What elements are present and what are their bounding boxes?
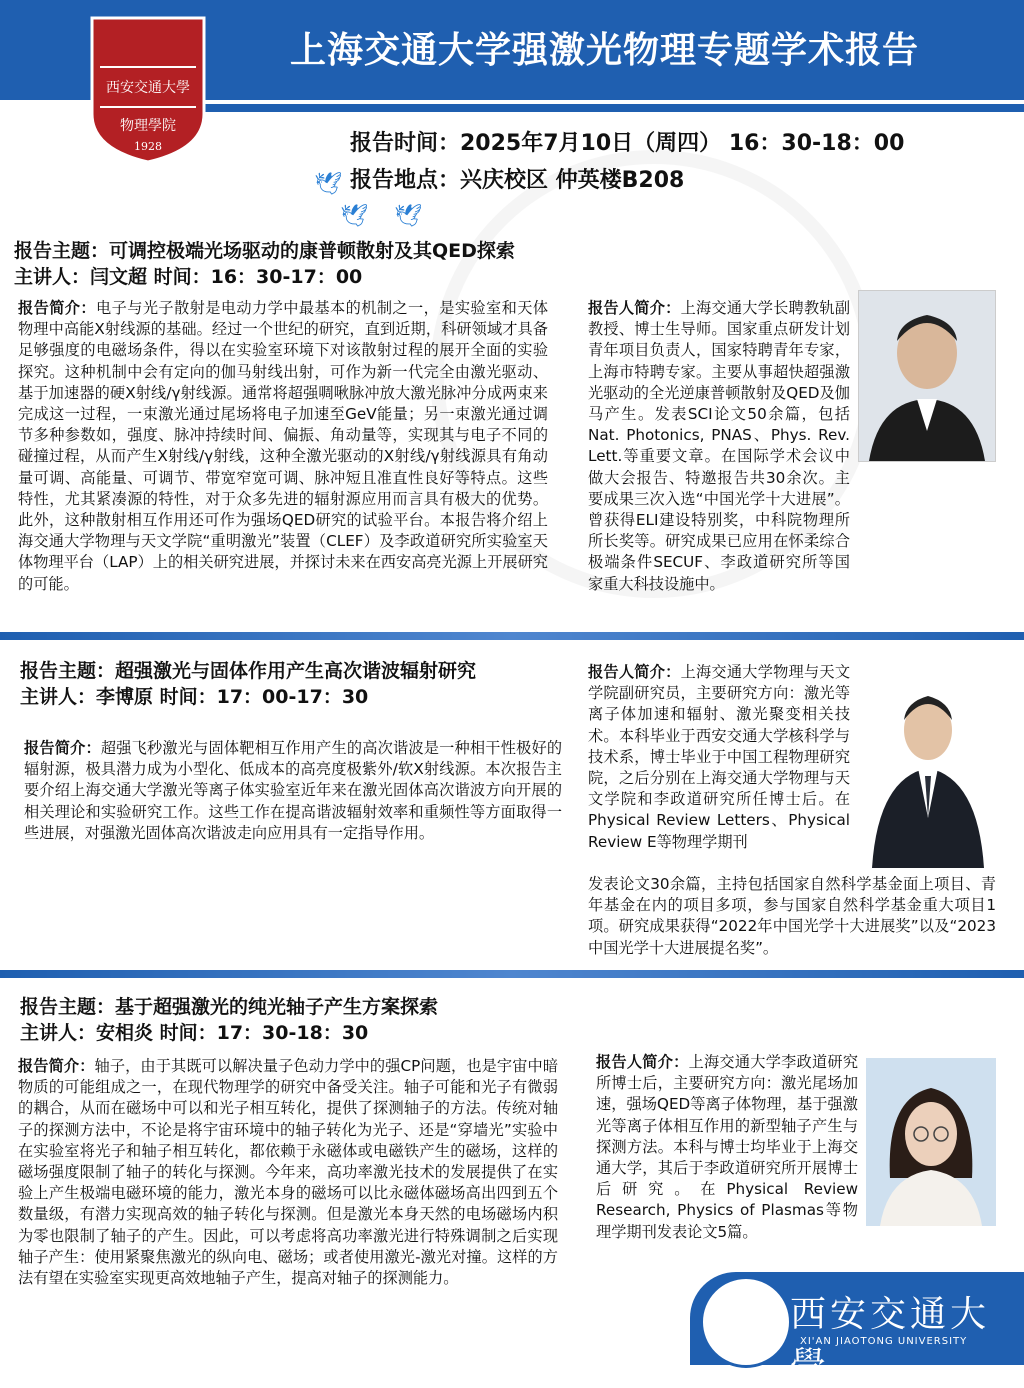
speaker-photo [864,668,992,868]
header-stripe [200,104,1024,112]
logo-text: 西安交通大學 [106,80,190,96]
event-location: 报告地点：兴庆校区 仲英楼B208 [350,168,685,193]
bio-label: 报告人简介： [588,299,681,317]
section-divider [0,970,1024,978]
page-title: 上海交通大学强激光物理专题学术报告 [290,30,920,71]
abstract-label: 报告简介： [18,299,97,317]
bird-icon: 🕊 [394,204,422,229]
abstract-text: 电子与光子散射是电动力学中最基本的机制之一，是实验室和天体物理中高能X射线源的基础。经过一个世纪的研究，直到近期，科研领域才具备足够强度的电磁场条件，得以在实验室环境下对该散射过程的展开全面的实验探究。这种机制中会有定向的伽马射线出射，可作为新一代完全由激光驱动、基于加速器的硬X射线/γ射线源。通常将超强啁啾脉冲放大激光脉冲分成两束来完成这一过程，一束激光通过尾场将电子加速至GeV能量；另一束激光通过调节多种参数如，强度、脉冲持续时间、偏振、角动量等，实现其与电子不同的碰撞过程，从而产生X射线/γ射线，这种全激光驱动的X射线/γ射线源具有角动量可调、高能量、可调节、带宽窄宽可调、脉冲短且准直性良好等特点。这些特性，尤其紧凑源的特性，对于众多先进的辐射源应用而言具有极大的优势。此外，这种散射相互作用还可作为强场QED研究的试验平台。本报告将介绍上海交通大学物理与天文学院“重明激光”装置（CLEF）及李政道研究所实验室天体物理平台（LAP）上的相关研究进展，并探讨未来在西安高亮光源上开展研究的可能。 [18,299,549,593]
talk-2-abstract [24,738,562,844]
talk-3-bio [596,1052,858,1243]
bio-text: 上海交通大学李政道研究所博士后，主要研究方向：激光尾场加速，强场QED等离子体物理，基于强激光等离子体相互作用的新型轴子产生与探测方法。本科与博士均毕业于上海交通大学，其后于李政道研究所开展博士后研究。在Physical Review Research, Physics of Plasmas等物理学期刊发表论文5篇。 [596,1053,859,1241]
abstract-label: 报告简介： [18,1057,95,1075]
talk-2-bio-cont: 发表论文30余篇，主持包括国家自然科学基金面上项目、青年基金在内的项目多项，参与国家自然科学基金重大项目1项。研究成果获得“2022年中国光学十大进展奖”以及“2023中国光学十大进展提名奖”。 [588,875,996,957]
logo-year: 1928 [134,140,162,153]
logo-sub: 物理學院 [120,118,176,134]
talk-1-bio [588,298,850,595]
talk-2-topic: 报告主题：超强激光与固体作用产生高次谐波辐射研究 [20,660,477,682]
bird-icon: 🕊 [314,172,342,197]
talk-3-speaker: 主讲人：安相炎 时间：17：30-18：30 [20,1022,369,1044]
speaker-photo [866,1058,996,1226]
bio-text: 上海交通大学物理与天文学院副研究员，主要研究方向：激光等离子体加速和辐射、激光聚变相关技术。本科毕业于西安交通大学核科学与技术系，博士毕业于中国工程物理研究院，之后分别在上海交通大学物理与天文学院和李政道研究所任博士后。在Physical Review Letters、Physical Review E等物理学期刊 [588,663,851,851]
university-emblem-icon [700,1276,792,1368]
bird-icon: 🕊 [340,204,368,229]
event-time: 报告时间：2025年7月10日（周四） 16：30-18：00 [350,131,905,156]
bio-text: 上海交通大学长聘教轨副教授、博士生导师。国家重点研发计划青年项目负责人，国家特聘青年专家，上海市特聘专家。主要从事超快超强激光驱动的全光逆康普顿散射及QED及伽马产生。发表SCI论文50余篇，包括Nat. Photonics, PNAS、Phys. Rev. Lett.等重要文章。在国际学术会议中做大会报告、特邀报告共30余次。主要成果三次入选“中国光学十大进展”。曾获得ELI建设特别奖，中科院物理所所长奖等。研究成果已应用在怀柔综合极端条件SECUF、李政道研究所等国家重大科技设施中。 [588,299,851,593]
talk-3-topic: 报告主题：基于超强激光的纯光轴子产生方案探索 [20,996,439,1018]
talk-3-abstract [18,1056,558,1289]
talk-1-speaker: 主讲人：闫文超 时间：16：30-17：00 [14,266,363,288]
bio-label: 报告人简介： [596,1053,689,1071]
footer-university-name: 西安交通大學 [790,1294,991,1386]
bio-label: 报告人简介： [588,663,681,681]
talk-1-abstract [18,298,548,595]
talk-2-bio [588,662,850,853]
abstract-text: 轴子，由于其既可以解决量子色动力学中的强CP问题，也是宇宙中暗物质的可能组成之一，在现代物理学的研究中备受关注。轴子可能和光子有微弱的耦合，从而在磁场中可以和光子相互转化，提供了探测轴子的方法。传统对轴子的探测方法中，不论是将宇宙环境中的轴子转化为光子、还是“穿墙光”实验中在实验室将光子和轴子相互转化，都依赖于永磁体或电磁铁产生的磁场，这样的磁场强度限制了轴子的转化与探测。今年来，高功率激光技术的发展提供了在实验上产生极端电磁环境的能力，激光本身的磁场可以比永磁体磁场高出四到五个数量级，有潜力实现高效的轴子转化与探测。但是激光本身天然的电场磁场内积为零也限制了轴子的产生。因此，可以考虑将高功率激光进行特殊调制之后实现轴子产生：使用紧聚焦激光的纵向电、磁场；或者使用激光-激光对撞。这样的方法有望在实验室实现更高效地轴子产生，提高对轴子的探测能力。 [18,1057,559,1288]
talk-2-speaker: 主讲人：李博原 时间：17：00-17：30 [20,686,369,708]
abstract-text: 超强飞秒激光与固体靶相互作用产生的高次谐波是一种相干性极好的辐射源，极具潜力成为小型化、低成本的高亮度极紫外/软X射线源。本次报告主要介绍上海交通大学激光等离子体实验室近年来在激光固体高次谐波方向开展的相关理论和实验研究工作。这些工作在提高谐波辐射效率和重频性等方面取得一些进展，对强激光固体高次谐波走向应用具有一定指导作用。 [24,739,563,842]
talk-1-topic: 报告主题：可调控极端光场驱动的康普顿散射及其QED探索 [14,240,515,262]
school-logo [88,14,208,164]
abstract-label: 报告简介： [24,739,101,757]
speaker-photo [858,290,996,462]
section-divider [0,632,1024,640]
footer-university-english: XI'AN JIAOTONG UNIVERSITY [800,1336,968,1347]
